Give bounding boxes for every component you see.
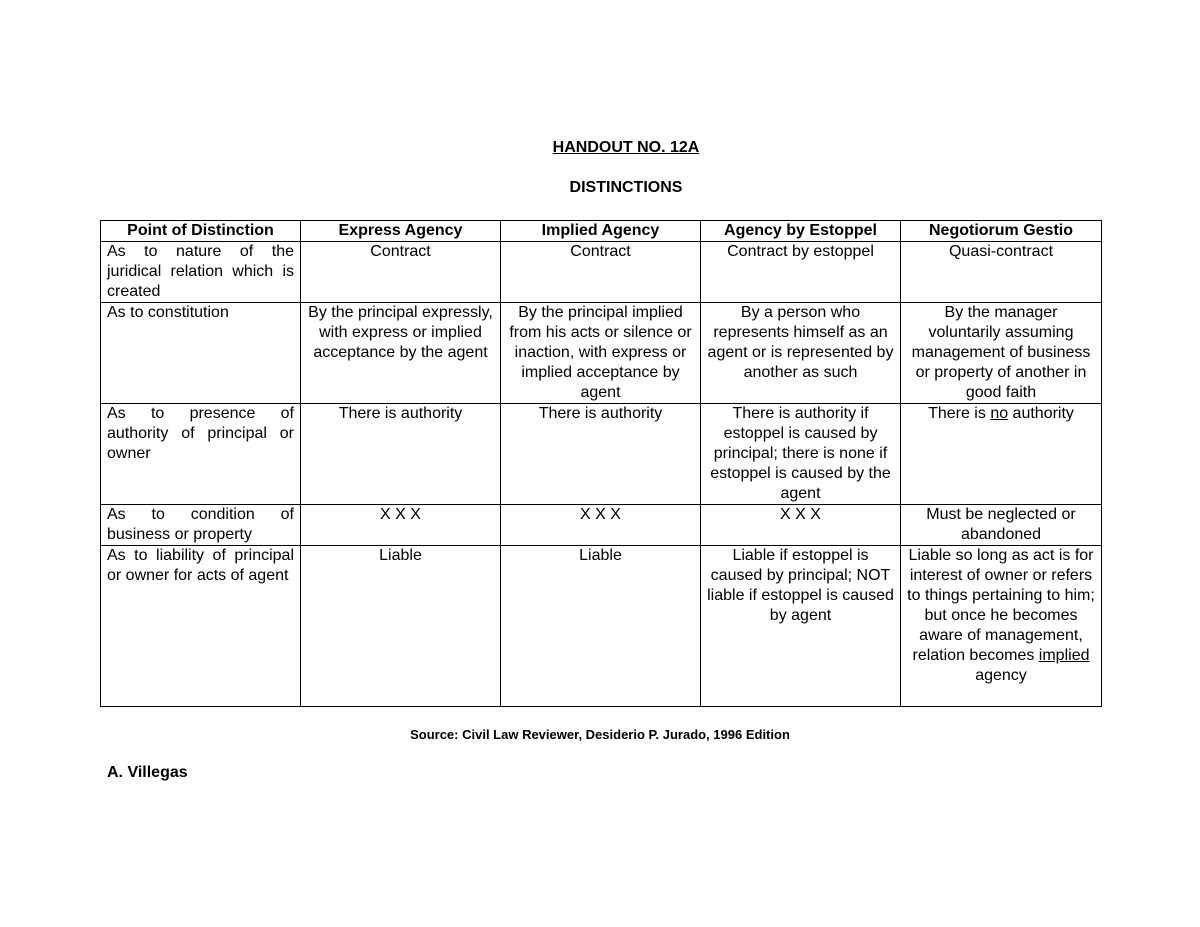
gestio-text-post: authority — [1008, 405, 1074, 422]
cell-gestio: Quasi-contract — [901, 242, 1102, 303]
cell-estoppel: There is authority if estoppel is caused by principal; there is none if estoppel is caused by the agent — [701, 404, 901, 505]
row-label-authority: As to presence of authority of principal or owner — [101, 404, 301, 505]
header-agency-by-estoppel: Agency by Estoppel — [701, 221, 901, 242]
cell-gestio — [901, 546, 1102, 707]
handout-title: HANDOUT NO. 12A — [552, 139, 700, 156]
cell-implied: There is authority — [501, 404, 701, 505]
cell-implied: By the principal implied from his acts or silence or inaction, with express or implied acceptance by agent — [501, 303, 701, 404]
table-row — [101, 303, 1102, 404]
cell-express: Contract — [301, 242, 501, 303]
gestio-text-post: agency — [975, 667, 1027, 684]
table-row — [101, 404, 1102, 505]
cell-estoppel: X X X — [701, 505, 901, 546]
cell-express: By the principal expressly, with express or implied acceptance by the agent — [301, 303, 501, 404]
gestio-text-pre: There is — [928, 405, 991, 422]
table-row — [101, 505, 1102, 546]
cell-gestio — [901, 404, 1102, 505]
cell-estoppel: Contract by estoppel — [701, 242, 901, 303]
cell-express: Liable — [301, 546, 501, 707]
cell-gestio: Must be neglected or abandoned — [901, 505, 1102, 546]
table-row — [101, 242, 1102, 303]
row-label-condition: As to condition of business or property — [101, 505, 301, 546]
cell-express: X X X — [301, 505, 501, 546]
cell-implied: Liable — [501, 546, 701, 707]
author-name: A. Villegas — [107, 764, 188, 781]
gestio-underlined-implied: implied — [1038, 647, 1090, 664]
gestio-text-pre: Liable so long as act is for interest of owner or refers to things pertaining to him; but once he becomes aware of management, relation becomes — [907, 547, 1095, 664]
header-point-of-distinction: Point of Distinction — [101, 221, 301, 242]
cell-express: There is authority — [301, 404, 501, 505]
cell-implied: Contract — [501, 242, 701, 303]
header-implied-agency: Implied Agency — [501, 221, 701, 242]
table-row — [101, 546, 1102, 707]
row-label-liability: As to liability of principal or owner for acts of agent — [101, 546, 301, 707]
source-citation: Source: Civil Law Reviewer, Desiderio P. Jurado, 1996 Edition — [410, 727, 790, 742]
cell-implied: X X X — [501, 505, 701, 546]
cell-estoppel: By a person who represents himself as an agent or is represented by another as such — [701, 303, 901, 404]
row-label-constitution: As to constitution — [101, 303, 301, 404]
cell-gestio: By the manager voluntarily assuming management of business or property of another in good faith — [901, 303, 1102, 404]
handout-subtitle: DISTINCTIONS — [569, 179, 683, 196]
header-express-agency: Express Agency — [301, 221, 501, 242]
header-negotiorum-gestio: Negotiorum Gestio — [901, 221, 1102, 242]
distinctions-table — [100, 220, 1102, 707]
table-header-row — [101, 221, 1102, 242]
row-label-nature: As to nature of the juridical relation which is created — [101, 242, 301, 303]
cell-estoppel: Liable if estoppel is caused by principal; NOT liable if estoppel is caused by agent — [701, 546, 901, 707]
gestio-underlined-no: no — [990, 405, 1009, 422]
